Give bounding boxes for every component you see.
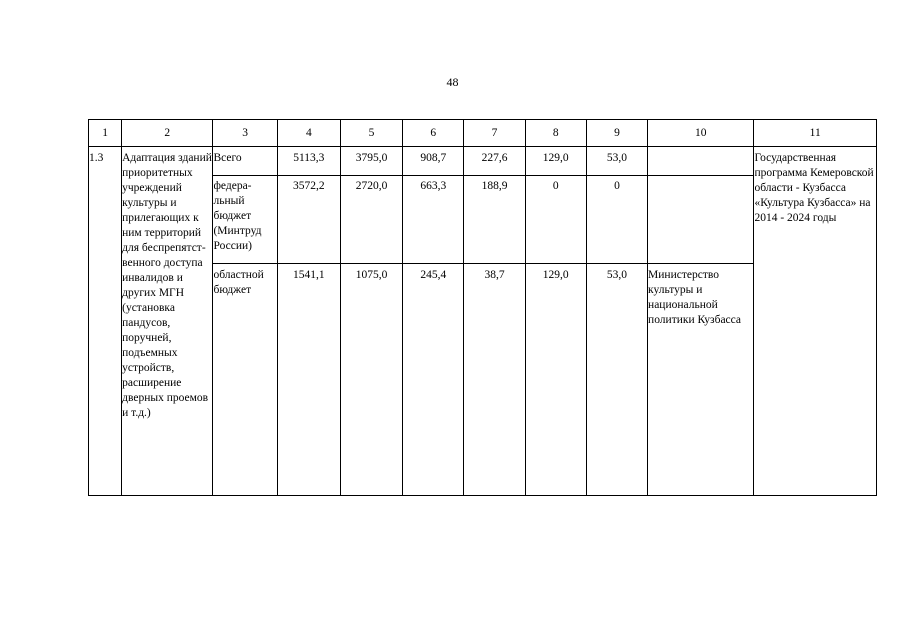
header-cell: 8 — [525, 120, 586, 147]
value-cell: 53,0 — [586, 147, 647, 176]
value-cell: 5113,3 — [277, 147, 340, 176]
header-cell: 2 — [122, 120, 213, 147]
header-row — [89, 120, 877, 147]
value-cell: 3572,2 — [277, 176, 340, 264]
activity-description: Адаптация зданий приоритетных учреждений культуры и прилегающих к ним территорий для беспрепятст-венного доступа инвалидов и других МГН (установка пандусов, поручней, подъемных устройств, расширение дверных проемов и т.д.) — [122, 147, 213, 496]
funding-source: Всего — [213, 147, 277, 176]
header-cell: 4 — [277, 120, 340, 147]
value-cell: 188,9 — [464, 176, 525, 264]
table-row — [89, 147, 877, 176]
header-cell: 9 — [586, 120, 647, 147]
value-cell: 908,7 — [403, 147, 464, 176]
value-cell: 227,6 — [464, 147, 525, 176]
header-cell: 10 — [648, 120, 754, 147]
value-cell: 38,7 — [464, 264, 525, 496]
executor-cell: Министерство культуры и национальной политики Кузбасса — [648, 264, 754, 496]
program-table — [88, 119, 877, 496]
value-cell: 1075,0 — [340, 264, 402, 496]
value-cell: 129,0 — [525, 264, 586, 496]
item-code: 1.3 — [89, 147, 122, 496]
value-cell: 53,0 — [586, 264, 647, 496]
header-cell: 7 — [464, 120, 525, 147]
value-cell: 3795,0 — [340, 147, 402, 176]
value-cell: 245,4 — [403, 264, 464, 496]
header-cell: 6 — [403, 120, 464, 147]
value-cell: 0 — [586, 176, 647, 264]
executor-cell — [648, 147, 754, 176]
executor-cell — [648, 176, 754, 264]
value-cell: 663,3 — [403, 176, 464, 264]
funding-source: областной бюджет — [213, 264, 277, 496]
value-cell: 129,0 — [525, 147, 586, 176]
page-number: 48 — [446, 75, 459, 89]
header-cell: 5 — [340, 120, 402, 147]
header-cell: 1 — [89, 120, 122, 147]
program-name: Государственная программа Кемеровской области - Кузбасса «Культура Кузбасса» на 2014 - 2024 годы — [754, 147, 877, 496]
value-cell: 0 — [525, 176, 586, 264]
header-cell: 3 — [213, 120, 277, 147]
header-cell: 11 — [754, 120, 877, 147]
value-cell: 1541,1 — [277, 264, 340, 496]
value-cell: 2720,0 — [340, 176, 402, 264]
funding-source: федера-льный бюджет (Минтруд России) — [213, 176, 277, 264]
